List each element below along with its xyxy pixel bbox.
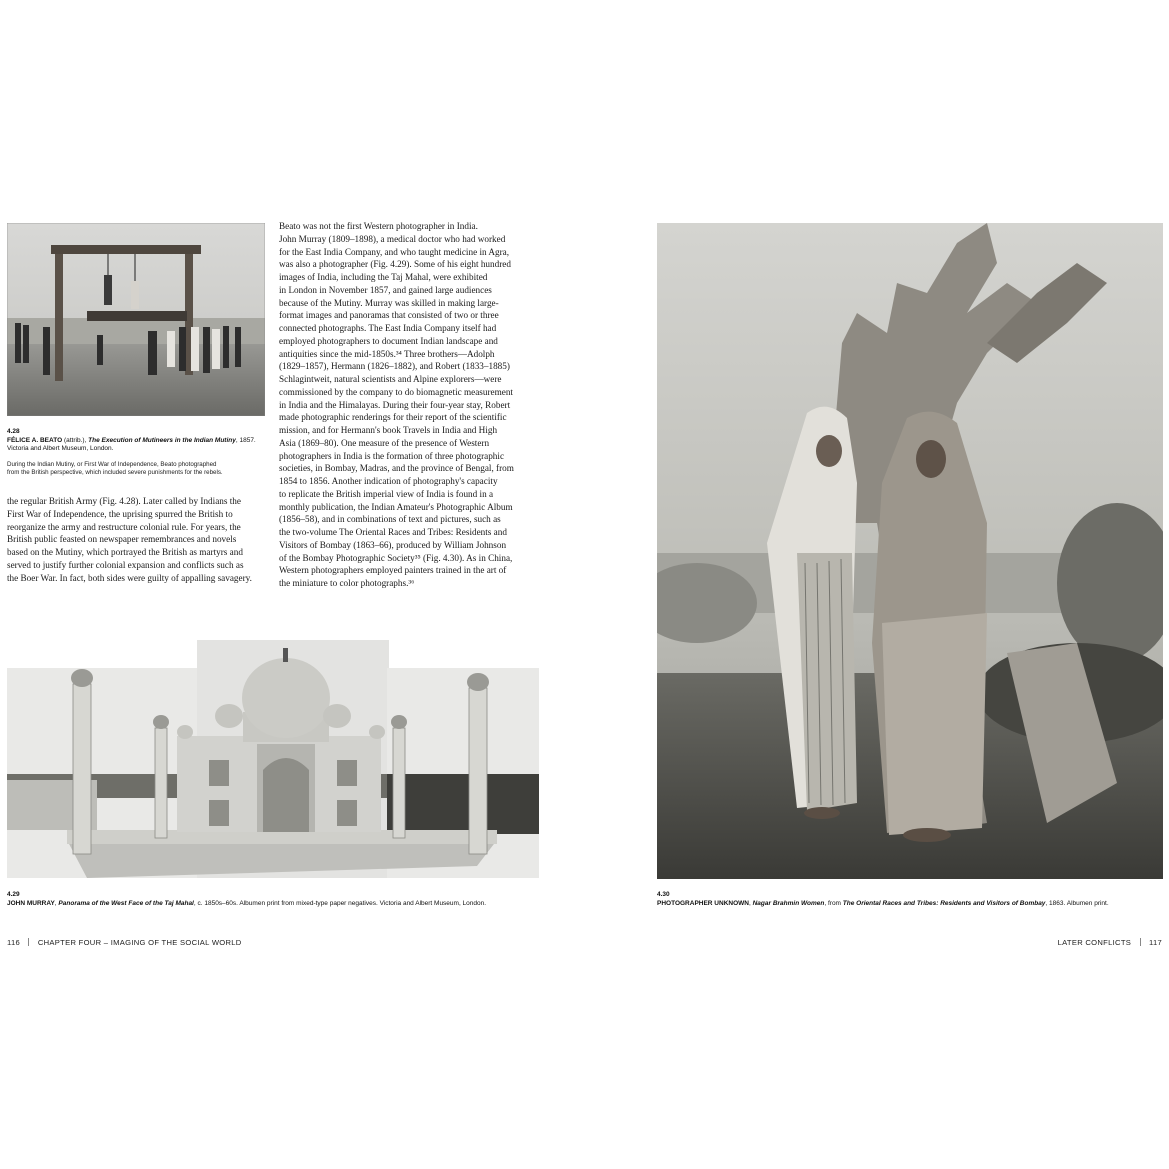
running-head-left: CHAPTER FOUR – IMAGING OF THE SOCIAL WORLD: [37, 938, 242, 947]
right-column-text: Beato was not the first Western photographer in India. John Murray (1809–1898), a medical doctor who had worked for the East India Company, and who taught medicine in Agra, was also a photographer (Fig. 4.29). Some of his eight hundred images of India, including the Taj Mahal, were exhibited in London in November 1857, and gained large audiences because of the Mutiny. Murray was skilled in making large- format images and panoramas that consisted of two or three connected photographs. The East India Company itself had employed photographers to document Indian landscape and antiquities since the mid-1850s.³⁴ Three brothers—Adolph (1829–1857), Hermann (1826–1882), and Robert (1833–1885) Schlagintweit, natural scientists and Alpine explorers—were commissioned by the company to do biomagnetic measurement in India and the Himalayas. During their four-year stay, Robert made photographic renderings for their report of the scientific mission, and for Hermann's book Travels in India and High Asia (1869–80). One measure of the presence of Western photographers in India is the formation of three photographic societies, in Bombay, Madras, and the province of Bengal, from 1854 to 1856. Another indication of photography's capacity to replicate the British imperial view of India is found in a monthly publication, the Indian Amateur's Photographic Album (1856–58), and in combinations of text and pictures, such as the two-volume The Oriental Races and Tribes: Residents and Visitors of Bombay (1863–66), produced by William Johnson of the Bombay Photographic Society³⁵ (Fig. 4.30). As in China, Western photographers employed painters trained in the art of the miniature to color photographs.³⁶: [279, 221, 514, 588]
figure-number-4-29: 4.29: [7, 891, 20, 898]
right-folio: [1058, 938, 1162, 947]
left-column-text: the regular British Army (Fig. 4.28). Later called by Indians the First War of Independence, the uprising spurred the British to reorganize the army and restructure colonial rule. For years, the British public feasted on newspaper remembrances and novels based on the Mutiny, which portrayed the British as martyrs and served to justify further colonial expansion and conflicts such as the Boer War. In fact, both sides were guilty of appalling savagery.: [7, 496, 252, 583]
figure-4-28-credit: FÉLICE A. BEATO: [7, 437, 63, 444]
figure-4-28-title: The Execution of Mutineers in the Indian Mutiny: [88, 437, 236, 444]
figure-4-29-title: Panorama of the West Face of the Taj Mahal: [58, 900, 194, 907]
figure-4-30-credit: PHOTOGRAPHER UNKNOWN: [657, 900, 749, 907]
figure-4-28-caption: FÉLICE A. BEATO (attrib.), The Execution of Mutineers in the Indian Mutiny, 1857.: [7, 437, 256, 444]
figure-4-28-holding: Victoria and Albert Museum, London.: [7, 445, 114, 452]
figure-4-30-caption: PHOTOGRAPHER UNKNOWN, Nagar Brahmin Women, from The Oriental Races and Tribes: Residents and Visitors of Bombay, 1863. Albumen print.: [657, 900, 1109, 907]
execution-photo: [7, 223, 265, 416]
page-number-left: 116: [7, 938, 21, 947]
figure-4-29-caption: JOHN MURRAY, Panorama of the West Face of the Taj Mahal, c. 1850s–60s. Albumen print from mixed-type paper negatives. Victoria and Albert Museum, London.: [7, 900, 487, 907]
figure-4-30-source: The Oriental Races and Tribes: Residents and Visitors of Bombay: [842, 900, 1046, 907]
figure-4-29-credit: JOHN MURRAY: [7, 900, 55, 907]
figure-number-4-28: 4.28: [7, 428, 20, 435]
figure-4-28-note: During the Indian Mutiny, or First War of Independence, Beato photographed from the British perspective, which included severe punishments for the rebels.: [7, 461, 223, 477]
taj-mahal-panorama-photo: [7, 640, 539, 878]
figure-number-4-30: 4.30: [657, 891, 670, 898]
nagar-brahmin-women-photo: [657, 223, 1163, 879]
page-number-right: 117: [1148, 938, 1162, 947]
left-folio: [7, 938, 242, 947]
running-head-right: LATER CONFLICTS: [1057, 938, 1132, 947]
figure-4-30-title: Nagar Brahmin Women: [752, 900, 825, 907]
